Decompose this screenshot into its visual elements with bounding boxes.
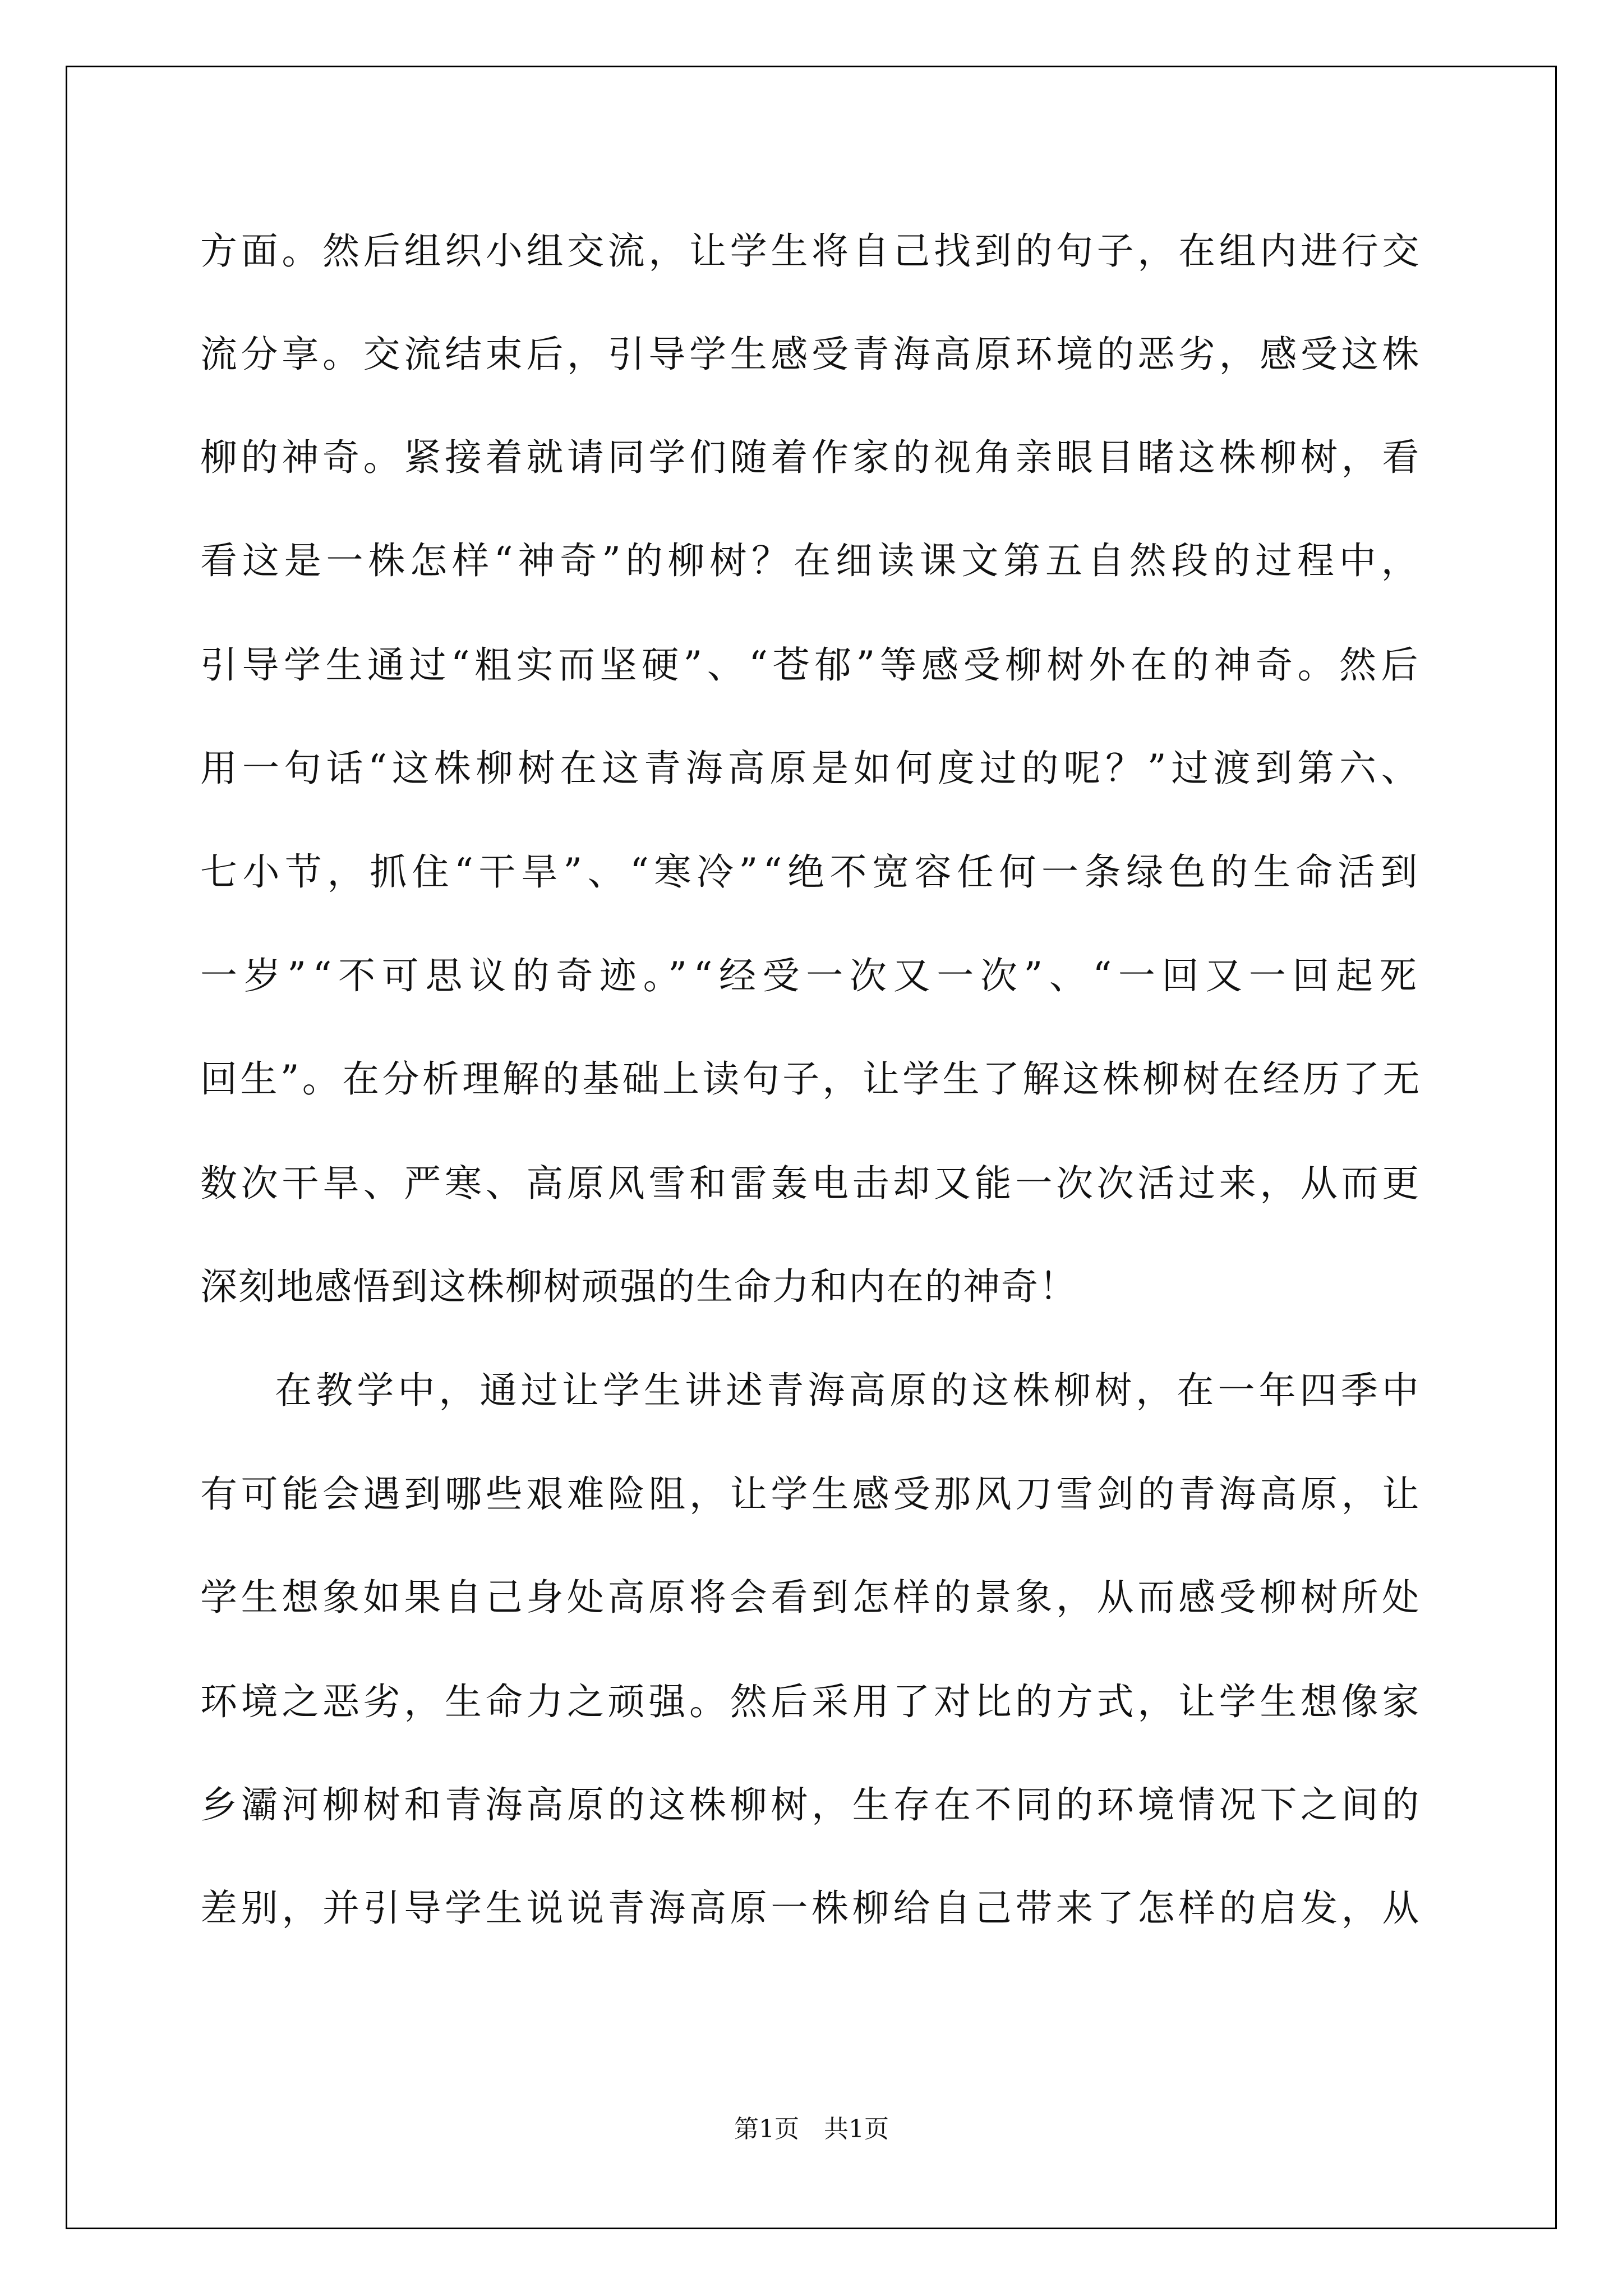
text-line: 深刻地感悟到这株柳树顽强的生命力和内在的神奇！ [200,1265,1077,1308]
text-line: 七小节，抓住“干旱”、“寒冷”“绝不宽容任何一条绿色的生命活到 [200,850,1423,894]
text-line: 流分享。交流结束后，引导学生感受青海高原环境的恶劣，感受这株 [200,333,1423,376]
text-line: 回生”。在分析理解的基础上读句子，让学生了解这株柳树在经历了无 [200,1057,1423,1101]
text-line: 学生想象如果自己身处高原将会看到怎样的景象，从而感受柳树所处 [200,1576,1423,1619]
text-line: 环境之恶劣，生命力之顽强。然后采用了对比的方式，让学生想像家 [200,1680,1423,1723]
text-line: 一岁”“不可思议的奇迹。”“经受一次又一次”、“一回又一回起死 [200,954,1423,997]
text-line: 看这是一株怎样“神奇”的柳树？在细读课文第五自然段的过程中， [200,539,1423,582]
text-line: 引导学生通过“粗实而坚硬”、“苍郁”等感受柳树外在的神奇。然后 [200,643,1423,687]
page-number: 第1页 共1页 [734,2115,889,2143]
text-line: 用一句话“这株柳树在这青海高原是如何度过的呢？”过渡到第六、 [200,747,1423,790]
text-line: 柳的神奇。紧接着就请同学们随着作家的视角亲眼目睹这株柳树，看 [200,436,1423,479]
text-line: 方面。然后组织小组交流，让学生将自己找到的句子，在组内进行交 [200,229,1423,273]
text-line: 差别，并引导学生说说青海高原一株柳给自己带来了怎样的启发，从 [200,1887,1423,1930]
text-line: 乡灞河柳树和青海高原的这株柳树，生存在不同的环境情况下之间的 [200,1783,1423,1826]
text-line: 有可能会遇到哪些艰难险阻，让学生感受那风刀雪剑的青海高原，让 [200,1473,1423,1516]
paragraph-first-line: 在教学中，通过让学生讲述青海高原的这株柳树，在一年四季中 [275,1369,1423,1412]
text-line: 数次干旱、严寒、高原风雪和雷轰电击却又能一次次活过来，从而更 [200,1162,1423,1205]
page-footer [0,2114,1623,2145]
